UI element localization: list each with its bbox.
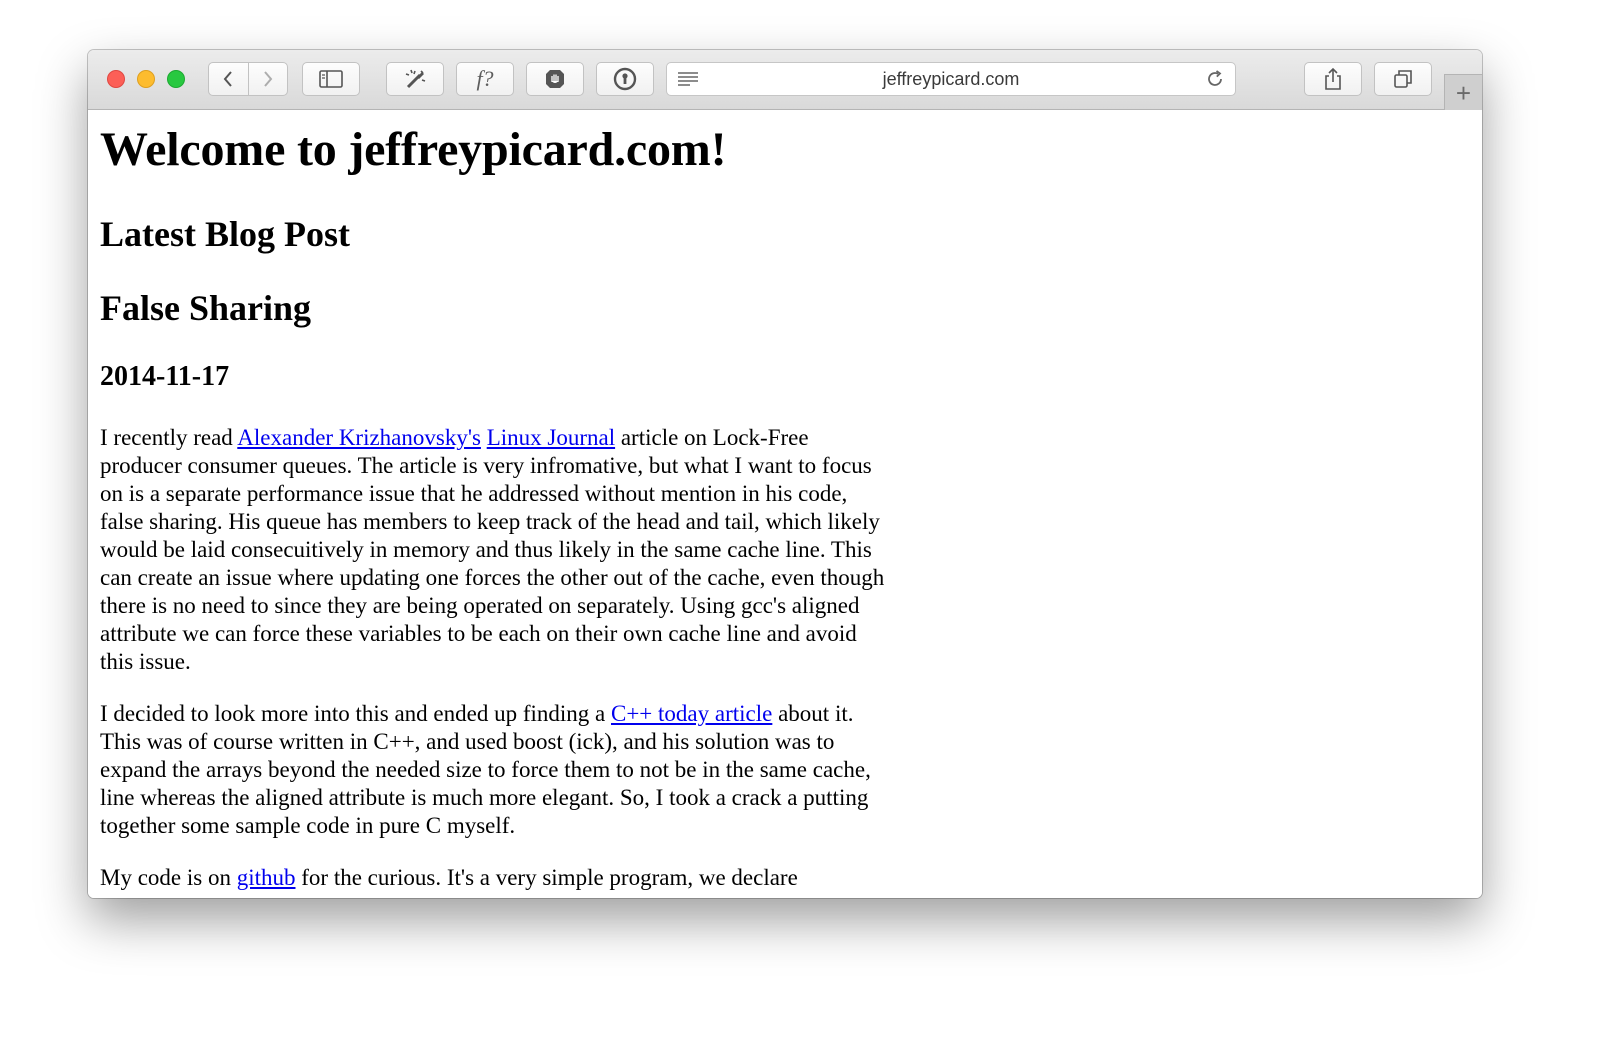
address-bar[interactable] — [666, 62, 1236, 96]
magic-wand-icon — [402, 68, 428, 90]
forward-button[interactable] — [249, 63, 288, 95]
keyhole-icon — [613, 67, 637, 91]
paragraph-text: I recently read — [100, 425, 238, 450]
linux-journal-link[interactable]: Linux Journal — [486, 425, 616, 450]
paragraph-text: about it. This was of course written in C++, and used boost (ick), and his solution was to expand the arrays beyond the needed size to force them to not be in the same cache, line whereas the aligned attribute is much more elegant. So, I took a crack a putting together some sample code in pure C myself. — [100, 701, 871, 838]
section-heading: Latest Blog Post — [100, 214, 350, 254]
extension-adblock-button[interactable] — [526, 62, 584, 96]
chevron-left-icon — [222, 70, 234, 88]
post-date: 2014-11-17 — [100, 361, 230, 392]
paragraph-text: article on Lock-Free producer consumer queues. The article is very infromative, but what I want to focus on is a separate performance issue that he addressed without mention in his code, false sharing. His queue has members to keep track of the head and tail, which likely would be laid consecuitively in memory and thus likely in the same cache line. This can create an issue where updating one forces the other out of the cache, even though there is no need to since they are being operated on separately. Using gcc's aligned attribute we can force these variables to be each on their own cache line and avoid this issue. — [100, 425, 885, 674]
tabs-overview-icon — [1392, 68, 1414, 90]
github-link[interactable]: github — [236, 865, 296, 890]
extension-format-button[interactable] — [456, 62, 514, 96]
extension-magic-wand-button[interactable] — [386, 62, 444, 96]
post-title: False Sharing — [100, 288, 312, 328]
author-link[interactable]: Alexander Krizhanovsky's — [237, 425, 481, 450]
hand-stop-icon — [543, 67, 567, 91]
show-all-tabs-button[interactable] — [1374, 62, 1432, 96]
close-window-button[interactable] — [107, 70, 125, 88]
extension-password-button[interactable] — [596, 62, 654, 96]
minimize-window-button[interactable] — [137, 70, 155, 88]
format-icon: f? — [476, 66, 494, 91]
navigation-buttons — [208, 62, 288, 96]
share-icon — [1323, 67, 1343, 91]
page-content — [88, 110, 1482, 898]
browser-window — [88, 50, 1482, 898]
post-paragraph-2 — [100, 700, 890, 840]
address-url[interactable]: jeffreypicard.com — [882, 69, 1020, 89]
back-button[interactable] — [209, 63, 249, 95]
zoom-window-button[interactable] — [167, 70, 185, 88]
paragraph-text: I decided to look more into this and ended up finding a — [100, 701, 611, 726]
page-title: Welcome to jeffreypicard.com! — [100, 123, 727, 176]
sidebar-icon — [319, 70, 343, 88]
browser-toolbar — [88, 50, 1482, 110]
cpp-today-article-link[interactable]: C++ today article — [611, 701, 773, 726]
reload-icon[interactable] — [1205, 69, 1225, 89]
new-tab-button[interactable]: + — [1444, 74, 1482, 110]
paragraph-text: for the curious. It's a very simple program, we declare — [295, 865, 798, 890]
sidebar-button[interactable] — [302, 62, 360, 96]
post-paragraph-1 — [100, 424, 890, 676]
post-paragraph-3 — [100, 864, 890, 892]
share-button[interactable] — [1304, 62, 1362, 96]
paragraph-text: My code is on — [100, 865, 237, 890]
chevron-right-icon — [262, 70, 274, 88]
